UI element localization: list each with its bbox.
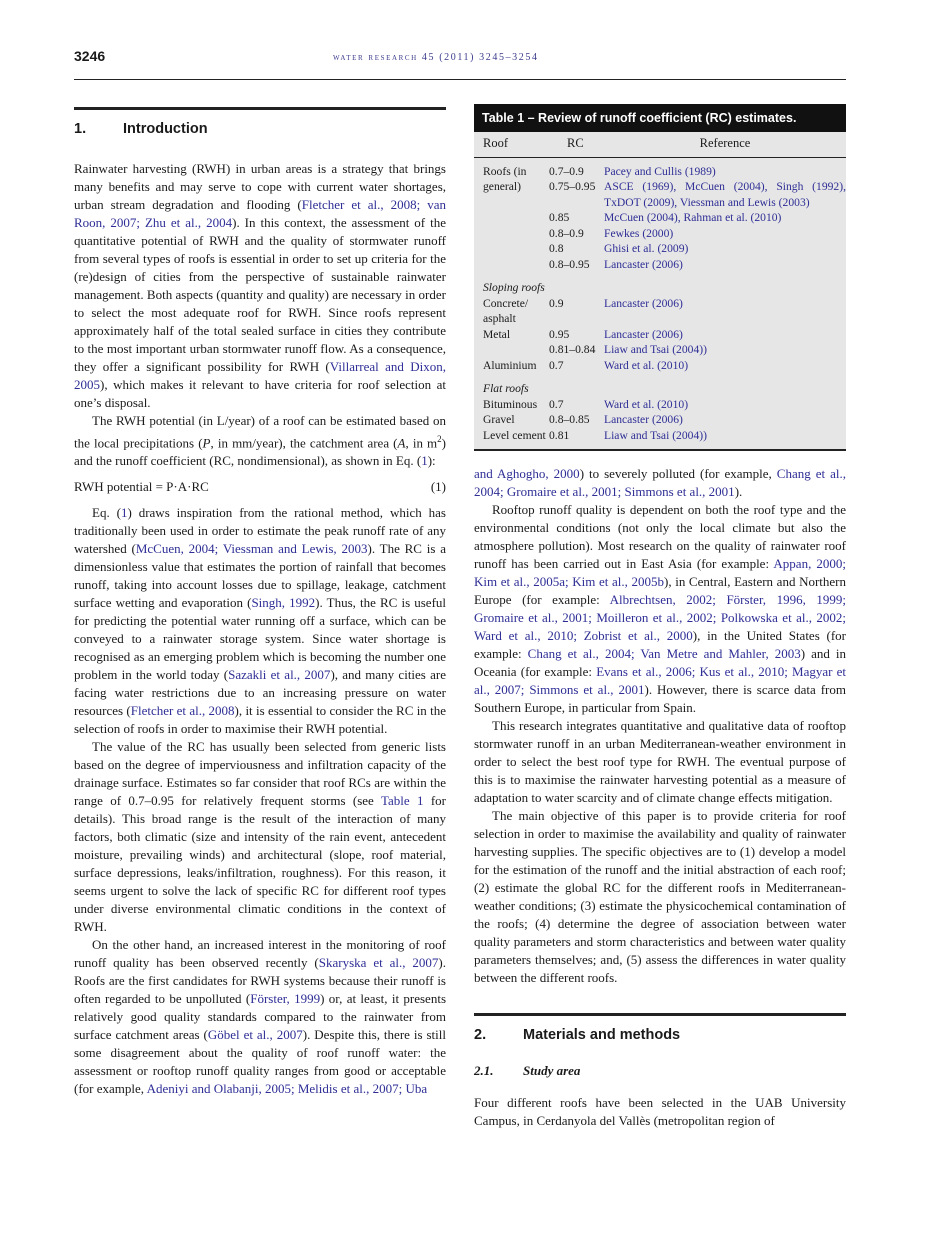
header-rule <box>74 79 846 80</box>
rc-cell: 0.81–0.84 <box>549 343 596 356</box>
section-title: Materials and methods <box>523 1027 681 1043</box>
citation-link[interactable]: Chang et al., 2004; Van Metre and Mahler, 2003 <box>527 646 801 661</box>
roof-cell <box>474 257 549 273</box>
section-heading-materials-methods <box>474 1026 846 1044</box>
table-row <box>474 397 846 413</box>
citation-link[interactable]: 1 <box>421 453 428 469</box>
table-bottom-rule <box>474 449 846 451</box>
paragraph: Rainwater harvesting (RWH) in urban areas is a strategy that brings many benefits and may serve to cope with current water shortages, urban stream degradation and flooding (Fletcher et al., 2008; van Roon, 2007; Zhu et al., 2004). In this context, the assessment of the quantitative potential of RWH and the quality of stormwater runoff from several types of roofs is essential in order to set up criteria for the (re)design of cities from the perspective of sustainable rainwater management. Both aspects (quantity and quality) are necessary in order to select the most adequate roof for RWH. Since roofs represent approximately half of the total sealed surface in cities they contribute to the most important urban stormwater runoff flow. As a consequence, they offer a significant possibility for RWH (Villarreal and Dixon, 2005), which makes it relevant to have criteria for roof selection at one’s disposal. <box>74 161 447 410</box>
citation-link[interactable]: Sazakli et al., 2007 <box>228 667 331 683</box>
roof-cell: Roofs (in <box>483 164 527 178</box>
table-row <box>474 157 846 179</box>
reference-cell[interactable]: Ward et al. (2010) <box>604 358 689 372</box>
rc-cell: 0.75–0.95 <box>549 180 596 193</box>
citation-link[interactable]: Chang et al., 2004; Gromaire et al., 2001; Simmons et al., 2001 <box>474 466 846 499</box>
citation-link[interactable]: McCuen, 2004; Viessman and Lewis, 2003 <box>135 541 368 557</box>
rc-cell: 0.7 <box>549 397 564 411</box>
roof-cell <box>474 210 549 226</box>
superscript: 2 <box>437 434 442 444</box>
table-caption: Table 1 – Review of runoff coefficient (RC) estimates. <box>474 104 846 132</box>
roof-cell: Aluminium <box>483 358 537 372</box>
rc-cell: 0.7–0.9 <box>549 164 584 178</box>
roof-cell: Concrete/ asphalt <box>483 296 529 325</box>
reference-cell[interactable]: Ward et al. (2010) <box>604 397 689 411</box>
roof-cell: Gravel <box>483 413 515 426</box>
paragraph: Rooftop runoff quality is dependent on both the roof type and the environmental conditions (not only the local climate but also the atmosphere pollution). Most research on the quality of rainwater roof runoff has been carried out in East Asia (for example: Appan, 2000; Kim et al., 2005a; Kim et al., 2005b), in Central, Eastern and Northern Europe (for example: Albrechtsen, 2002; Förster, 1996, 1999; Gromaire et al., 2001; Moilleron et al., 2002; Polkowska et al., 2002; Ward et al., 2010; Zobrist et al., 2000), in the United States (for example: Chang et al., 2004; Van Metre and Mahler, 2003) and in Oceania (for example: Evans et al., 2006; Kus et al., 2010; Magyar et al., 2007; Simmons et al., 2001). However, there is scarce data from Southern Europe, in particular from Spain. <box>474 502 846 715</box>
table-row <box>474 296 846 327</box>
table-group-row <box>474 272 846 296</box>
rc-cell: 0.81 <box>549 428 570 442</box>
table-row <box>474 210 846 226</box>
rc-cell: 0.8–0.95 <box>549 257 590 271</box>
subsection-heading-study-area <box>474 1062 846 1080</box>
section-rule <box>74 107 446 110</box>
journal-running-header: water research 45 (2011) 3245–3254 <box>333 52 539 63</box>
paragraph: On the other hand, an increased interest in the monitoring of roof runoff quality has been observed recently (Skaryska et al., 2007). Roofs are the first candidates for RWH systems because their runoff is often regarded to be unpolluted (Förster, 1999) or, at least, it presents relatively good quality standards compared to the rainwater from surface catchment areas (Göbel et al., 2007). Despite this, there is still some disagreement about the quality of roof runoff water: the assessment or rooftop runoff quality ranges from good or acceptable (for example, Adeniyi and Olabanji, 2005; Melidis et al., 2007; Uba <box>74 937 447 1097</box>
citation-link[interactable]: Villarreal and Dixon, 2005 <box>74 359 447 392</box>
table-row <box>474 257 846 273</box>
equation-1 <box>74 478 446 496</box>
subsection-number: 2.1. <box>474 1063 494 1078</box>
reference-cell[interactable]: Lancaster (2006) <box>604 413 683 426</box>
citation-link[interactable]: Adeniyi and Olabanji, 2005; Melidis et al., 2007; Uba <box>146 1081 428 1097</box>
citation-link[interactable]: 1 <box>120 505 128 521</box>
reference-cell[interactable]: Pacey and Cullis (1989) <box>604 164 716 178</box>
reference-cell[interactable]: Liaw and Tsai (2004)) <box>604 343 707 356</box>
equation-text: RWH potential = P·A·RC <box>74 479 209 495</box>
reference-cell[interactable]: Lancaster (2006) <box>604 257 683 271</box>
reference-cell[interactable]: Fewkes (2000) <box>604 226 674 240</box>
roof-cell <box>474 241 549 257</box>
citation-link[interactable]: Fletcher et al., 2008; van Roon, 2007; Zhu et al., 2004 <box>74 197 446 230</box>
citation-link[interactable]: Göbel et al., 2007 <box>207 1027 303 1043</box>
section-number: 2. <box>474 1027 487 1043</box>
rc-cell: 0.7 <box>549 358 564 372</box>
table-row <box>474 327 846 343</box>
citation-link[interactable]: Skaryska et al., 2007 <box>318 955 439 971</box>
rc-cell: 0.8–0.9 <box>549 226 584 240</box>
right-column <box>474 104 846 1130</box>
roof-cell: Level cement <box>483 428 546 442</box>
table-row <box>474 179 846 210</box>
rc-cell: 0.8 <box>549 242 564 255</box>
page-number: 3246 <box>74 48 106 64</box>
citation-link[interactable]: Appan, 2000; Kim et al., 2005a; Kim et al., 2005b <box>474 556 846 589</box>
table-row <box>474 428 846 450</box>
reference-cell[interactable]: Lancaster (2006) <box>604 296 683 310</box>
left-column <box>74 107 446 1098</box>
column-header-reference: Reference <box>604 132 846 157</box>
reference-cell[interactable]: Liaw and Tsai (2004)) <box>604 428 707 442</box>
table-group-row <box>474 373 846 397</box>
column-header-rc: RC <box>549 132 604 157</box>
column-header-roof: Roof <box>474 132 549 157</box>
group-label: Flat roofs <box>483 382 529 395</box>
roof-cell: Bituminous <box>483 397 538 411</box>
section-title: Introduction <box>123 121 208 137</box>
section-number: 1. <box>74 121 87 137</box>
reference-cell[interactable]: ASCE (1969), McCuen (2004), Singh (1992), TxDOT (2009), Viessman and Lewis (2003) <box>604 180 846 209</box>
reference-cell[interactable]: Ghisi et al. (2009) <box>604 242 689 255</box>
table-1 <box>474 104 846 451</box>
paragraph: This research integrates quantitative and qualitative data of rooftop stormwater runoff in an urban Mediterranean-weather environment in order to select the best roof type for RWH. The eventual purpose of this is to maximise the rainwater harvesting potential as a measure of adaptation to water scarcity and of climate change effects mitigation. <box>474 718 846 805</box>
roof-cell <box>474 226 549 242</box>
rc-cell: 0.9 <box>549 296 564 310</box>
paragraph: The RWH potential (in L/year) of a roof can be estimated based on the local precipitations (P, in mm/year), the catchment area (A, in $m^2$) and the runoff coefficient (RC, nondimensional), as shown in Eq. (1): <box>74 413 447 469</box>
subsection-title: Study area <box>523 1063 581 1078</box>
table-row <box>474 412 846 428</box>
roof-cell: Metal <box>483 327 511 341</box>
paragraph: Four different roofs have been selected in the UAB University Campus, in Cerdanyola del Vallès (metropolitan region of <box>474 1095 846 1128</box>
paragraph: Eq. (1) draws inspiration from the rational method, which has traditionally been used in order to estimate the peak runoff rate of any watershed (McCuen, 2004; Viessman and Lewis, 2003). The RC is a dimensionless value that estimates the portion of rainfall that becomes runoff, taking into account losses due to spillage, leakage, catchment surface wetting and evaporation (Singh, 1992). Thus, the RC is useful for predicting the potential water running off a surface, which can be conveyed to a rainwater storage system. Since water shortage is recognised as an emerging problem which is becoming the number one problem in the world today (Sazakli et al., 2007), and many cities are facing water restrictions due to an increasing pressure on water resources (Fletcher et al., 2008), it is essential to consider the RC in the selection of roofs in order to maximise their RWH potential. <box>74 505 447 737</box>
math-variable: P <box>202 435 211 451</box>
citation-link[interactable]: Albrechtsen, 2002; Förster, 1996, 1999; Gromaire et al., 2001; Moilleron et al., 2002; Polkowska et al., 2002; Ward et al., 2010; Zobrist et al., 2000 <box>474 592 846 643</box>
citation-link[interactable]: Förster, 1999 <box>250 991 321 1007</box>
table-row <box>474 226 846 242</box>
math-variable: A <box>397 435 406 451</box>
citation-link[interactable]: Singh, 1992 <box>251 595 316 611</box>
reference-cell[interactable]: Lancaster (2006) <box>604 327 683 341</box>
roof-cell <box>474 342 549 358</box>
paragraph: The main objective of this paper is to provide criteria for roof selection in order to maximise the availability and quality of rainwater harvesting supplies. The specific objectives are to (1) develop a model for the estimation of the runoff and the initial abstraction of each roof; (2) estimate the global RC for the different roofs in Mediterranean-weather conditions; (3) estimate the physicochemical contamination of the roofs; (4) determine the degree of association between water quality parameters and storm characteristics and between water quality parameters themselves; and, (5) assess the differences in water quality between the different roofs. <box>474 808 846 985</box>
citation-link[interactable]: and Aghogho, 2000 <box>474 466 580 481</box>
table-row <box>474 342 846 358</box>
citation-link[interactable]: Table 1 <box>380 793 424 809</box>
group-label: Sloping roofs <box>483 281 545 294</box>
section-heading-introduction <box>74 120 446 138</box>
rc-cell: 0.95 <box>549 327 570 341</box>
paragraph: and Aghogho, 2000) to severely polluted (for example, Chang et al., 2004; Gromaire et al., 2001; Simmons et al., 2001). <box>474 466 846 499</box>
section-rule <box>474 1013 846 1016</box>
citation-link[interactable]: Evans et al., 2006; Kus et al., 2010; Magyar et al., 2007; Simmons et al., 2001 <box>474 664 846 697</box>
rc-cell: 0.8–0.85 <box>549 413 590 426</box>
paragraph: The value of the RC has usually been selected from generic lists based on the degree of imperviousness and infiltration capacity of the drainage surface. Estimates so far consider that roof RCs are within the range of 0.7–0.95 for relatively frequent storms (see Table 1 for details). This broad range is the result of the interaction of many factors, both climatic (size and intensity of the rain event, antecedent moisture, prevailing winds) and architectural (slope, roof material, surface depressions, leaks/infiltration, roughness). For this reason, it seems urgent to solve the lack of specific RC for different roof types under diverse environmental climatic conditions in the context of RWH. <box>74 739 446 935</box>
reference-cell[interactable]: McCuen (2004), Rahman et al. (2010) <box>604 211 782 224</box>
table-runoff-coefficients <box>474 132 846 449</box>
rc-cell: 0.85 <box>549 211 570 224</box>
table-row <box>474 358 846 374</box>
table-row <box>474 241 846 257</box>
roof-cell: general) <box>483 180 521 193</box>
equation-number: (1) <box>430 479 446 495</box>
citation-link[interactable]: Fletcher et al., 2008 <box>130 703 235 719</box>
